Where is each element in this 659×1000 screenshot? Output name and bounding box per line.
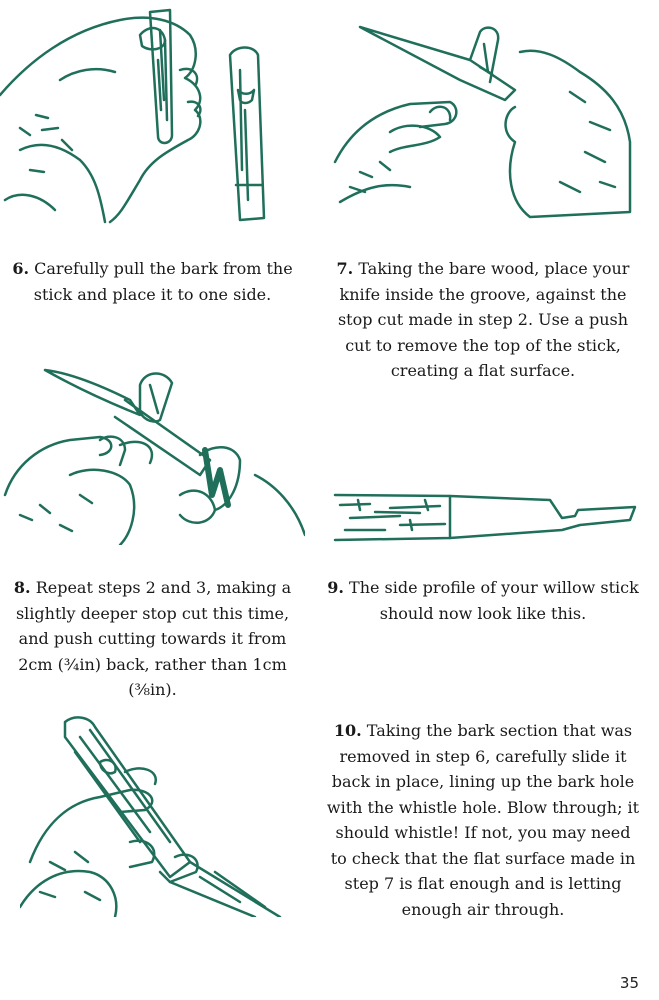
step-number: 6. bbox=[12, 259, 30, 278]
step-text: Taking the bare wood, place your knife inside the groove, against the stop cut made in step 2. Use a push cut to remove the top of the stick, creating a flat surface. bbox=[337, 259, 630, 380]
stick-side-profile-illustration bbox=[330, 480, 640, 550]
step-6-caption bbox=[0, 256, 305, 307]
step-7-caption bbox=[325, 256, 641, 384]
step-9-caption bbox=[325, 575, 641, 626]
hand-holding-whistle-illustration bbox=[20, 712, 310, 917]
step-8-caption bbox=[0, 575, 305, 703]
step-text: Repeat steps 2 and 3, making a slightly deeper stop cut this time, and push cutting towards it from 2cm (¾in) back, rather than 1cm (⅜in). bbox=[15, 578, 292, 699]
knife-stop-cut-illustration bbox=[0, 345, 305, 545]
step-10-caption bbox=[325, 718, 641, 922]
step-number: 8. bbox=[13, 578, 31, 597]
step-number: 10. bbox=[333, 721, 362, 740]
step-text: The side profile of your willow stick should now look like this. bbox=[349, 578, 639, 623]
step-number: 7. bbox=[336, 259, 354, 278]
page-number: 35 bbox=[619, 974, 639, 992]
step-text: Carefully pull the bark from the stick and place it to one side. bbox=[33, 259, 293, 304]
knife-push-cut-illustration bbox=[330, 12, 635, 222]
step-number: 9. bbox=[327, 578, 344, 597]
step-text: Taking the bark section that was removed in step 6, carefully slide it back in place, lining up the bark hole with the whistle hole. Blow through; it should whistle! If not, you may need to check that the flat surface made in step 7 is flat enough and is letting enough air through. bbox=[326, 721, 640, 919]
hand-pulling-bark-illustration bbox=[0, 0, 300, 225]
